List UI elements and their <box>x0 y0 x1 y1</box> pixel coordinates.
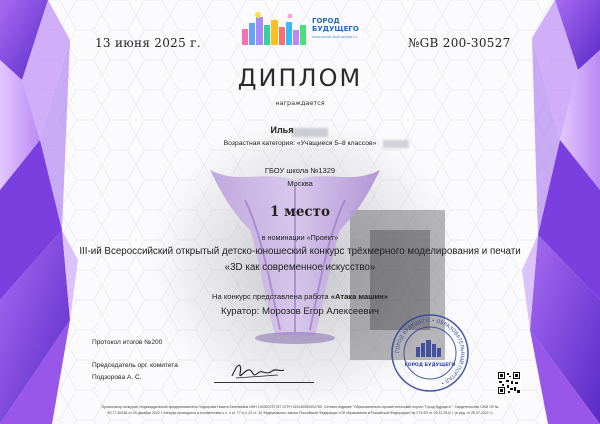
protocol-number: Протокол итогов №200 <box>92 339 163 346</box>
official-seal <box>390 313 470 393</box>
participant-name: Илья <box>270 125 294 135</box>
handwritten-signature <box>228 358 286 384</box>
contest-name-line-2: «3D как современное искусство» <box>224 262 376 273</box>
redacted-category-note <box>383 140 409 148</box>
school-name: ГБОУ школа №1329 <box>264 166 336 175</box>
signature-line <box>214 382 314 383</box>
logo-line-2: БУДУЩЕГО <box>312 25 359 33</box>
issue-date: 13 июня 2025 г. <box>95 36 201 50</box>
nomination: в номинации «Проект» <box>261 233 339 242</box>
footer-legal-line: ФС77-84156 от 09 декабря 2022 г. Конкурс проводится в соответствии с п. 4 ст. 77 и п. 22 ст. 34 Федерального закона Российской Федерации «Об образовании в Российской Федерации» № 273-ФЗ от 29.12.2012 г. (в ред. от 25.07.2022 г.) <box>107 411 493 415</box>
award-place: 1 место <box>270 204 330 220</box>
logo-text <box>312 17 359 33</box>
seal-ring-text: ГОРОД БУДУЩЕГО • ОБРАЗОВАТЕЛЬНЫЙ ПОРТАЛ • <box>394 317 466 386</box>
seal-center-text: ГОРОД БУДУЩЕГО <box>404 363 456 368</box>
diploma-title: ДИПЛОМ <box>237 64 363 92</box>
contest-name-line-1: III-ий Всероссийский открытый детско-юношеский конкурс трёхмерного моделирования и печати <box>79 246 521 257</box>
document-number: №GB 200-30527 <box>408 36 511 50</box>
chair-title: Председатель орг. комитета <box>92 362 178 369</box>
city-name: Москва <box>287 179 313 188</box>
awarded-label: награждается <box>275 99 325 107</box>
logo-site: www.gorod-budushego.ru <box>312 35 357 39</box>
footer-organizer-line: Организатор конкурса: Индивидуальный предприниматель Подзорова Никита Евгеньевна ИНН 190300737787 ОГРН 315190200002785. Сетевое издание "Образовательно-просветительский портал 'Город будущего'". Свидетельство СМИ ЭЛ № <box>101 405 499 409</box>
age-category: Возрастная категория: «Учащиеся 5–8 классов» <box>223 140 377 147</box>
chair-name: Подзорова А. С. <box>92 374 142 381</box>
qr-code <box>497 371 521 395</box>
submitted-work-title: «Атака машин» <box>330 292 388 301</box>
logo-line-1: ГОРОД <box>312 17 340 25</box>
submitted-work-prefix: На конкурс представлена работа <box>212 292 331 301</box>
submitted-work <box>0 292 600 301</box>
curator: Куратор: Морозов Егор Алексеевич <box>221 306 379 317</box>
